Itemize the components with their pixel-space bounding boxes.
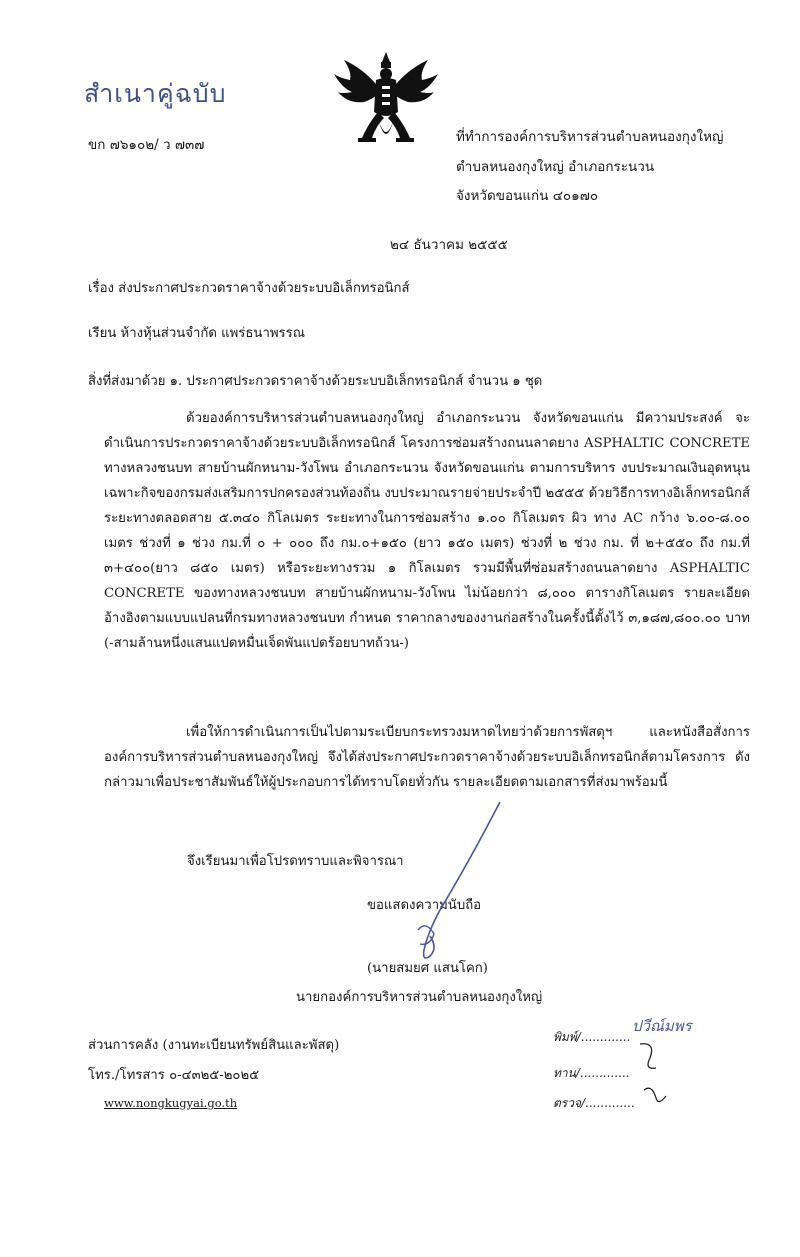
department-name: ส่วนการคลัง (งานทะเบียนทรัพย์สินและพัสดุ) (88, 1038, 340, 1053)
signer-name: (นายสมยศ แสนโคก) (367, 961, 488, 976)
letter-enclosure: สิ่งที่ส่งมาด้วย ๑. ประกาศประกวดราคาจ้างด้วยระบบอิเล็กทรอนิกส์ จำนวน ๑ ชุด (88, 374, 543, 389)
body-paragraph-1: ด้วยองค์การบริหารส่วนตำบลหนองกุงใหญ่ อำเภอกระนวน จังหวัดขอนแก่น มีความประสงค์ จะดำเนินการประกวดราคาจ้างด้วยระบบอิเล็กทรอนิกส์ โครงการซ่อมสร้างถนนลาดยาง ASPHALTIC CONCRETE ทางหลวงชนบท สายบ้านผักหนาม-วังโพน อำเภอกระนวน จังหวัดขอนแก่น ตามการบริหาร งบประมาณเงินอุดหนุนเฉพาะกิจของกรมส่งเสริมการปกครองส่วนท้องถิ่น งบประมาณรายจ่ายประจำปี ๒๕๕๕ ด้วยวิธีการทางอิเล็กทรอนิกส์ ระยะทางตลอดสาย ๕.๓๔๐ กิโลเมตร ระยะทางในการซ่อมสร้าง ๑.๐๐ กิโลเมตร ผิว ทาง AC กว้าง ๖.๐๐-๘.๐๐ เมตร ช่วงที่ ๑ ช่วง กม.ที่ ๐ + ๐๐๐ ถึง กม.๐+๑๕๐ (ยาว ๑๕๐ เมตร) ช่วงที่ ๒ ช่วง กม. ที่ ๒+๕๕๐ ถึง กม.ที่ ๓+๔๐๐(ยาว ๘๕๐ เมตร) หรือระยะทางรวม ๑ กิโลเมตร รวมมีพื้นที่ซ่อมสร้างถนนลาดยาง ASPHALTIC CONCRETE ของทางหลวงชนบท สายบ้านผักหนาม-วังโพน ไม่น้อยกว่า ๘,๐๐๐ ตารางกิโลเมตร รายละเอียดอ้างอิงตามแบบแปลนที่กรมทางหลวงชนบท กำหนด ราคากลางของงานก่อสร้างในครั้งนี้ตั้งไว้ ๓,๑๘๗,๘๐๐.๐๐ บาท (-สามล้านหนึ่งแสนแปดหมื่นเจ็ดพันแปดร้อยบาทถ้วน-) (104, 411, 750, 651)
checker-label: ทาน/............. (553, 1066, 630, 1080)
sender-address-line-1: ที่ทำการองค์การบริหารส่วนตำบลหนองกุงใหญ่ (456, 129, 724, 145)
sender-address-line-2: ตำบลหนองกุงใหญ่ อำเภอกระนวน (456, 159, 655, 175)
closing-request: จึงเรียนมาเพื่อโปรดทราบและพิจารณา (187, 854, 404, 869)
typist-name: ปวีณ์มพร (632, 1017, 692, 1035)
closing-regards: ขอแสดงความนับถือ (367, 898, 482, 913)
typist-label: พิมพ์/............. (553, 1030, 631, 1044)
body-paragraph-2: เพื่อให้การดำเนินการเป็นไปตามระเบียบกระทรวงมหาดไทยว่าด้วยการพัสดุฯ และหนังสือสั่งการ องค์การบริหารส่วนตำบลหนองกุงใหญ่ จึงได้ส่งประกาศประกวดราคาจ้างด้วยระบบอิเล็กทรอนิกส์ตามโครงการ ดังกล่าวมาเพื่อประชาสัมพันธ์ให้ผู้ประกอบการได้ทราบโดยทั่วกัน รายละเอียดตามเอกสารที่ส่งมาพร้อมนี้ (104, 725, 750, 790)
garuda-emblem-icon (332, 50, 440, 150)
website-link[interactable]: www.nongkugyai.go.th (104, 1096, 238, 1110)
letter-date: ๒๔ ธันวาคม ๒๕๕๕ (390, 237, 508, 253)
signer-title: นายกองค์การบริหารส่วนตำบลหนองกุงใหญ่ (296, 990, 543, 1005)
sender-address-line-3: จังหวัดขอนแก่น ๔๐๑๗๐ (456, 188, 599, 204)
letter-subject: เรื่อง ส่งประกาศประกวดราคาจ้างด้วยระบบอิเล็กทรอนิกส์ (88, 281, 410, 296)
copy-stamp: สำเนาคู่ฉบับ (84, 79, 227, 108)
letter-recipient: เรียน ห้างหุ้นส่วนจำกัด แพร่ธนาพรรณ (88, 326, 305, 341)
phone-fax: โทร./โทรสาร ๐-๔๓๒๕-๒๐๒๕ (88, 1068, 260, 1083)
document-number: ขก ๗๖๑๐๒/ ว ๗๓๗ (88, 137, 205, 153)
initials-mark (600, 1040, 690, 1110)
reviewer-label: ตรวจ/............. (553, 1096, 635, 1110)
signature-mark (400, 800, 510, 970)
